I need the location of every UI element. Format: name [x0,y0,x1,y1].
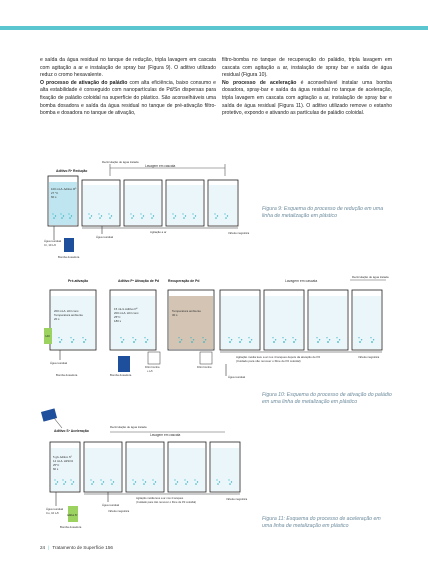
residual-label-2: Água residual [96,235,114,239]
t1-param-0: 200 mL/L HCl conc. [54,309,80,313]
t3-title: Recuperação de Pd [168,279,200,283]
t3-param-1: 30 s [172,313,178,317]
agitation-note: Agitação média leve a ar nos 4 tanques depois da ativação de Pd [236,355,321,359]
text-column-right [222,57,392,118]
text-column-left [40,57,216,118]
filter-label-2: Filtro bomba [197,366,212,369]
figure-10-diagram [40,272,392,384]
residual-label: Água residual [44,239,62,243]
param-1: 14 mL/L H2SO4 [53,459,73,463]
param-0: 5 g/L Aditivo Sº [53,455,72,459]
footer-separator: | [48,545,50,550]
valve-label-2: Válvula magnética [226,498,248,501]
recirc-label: Recirculação de água tratada [102,160,139,164]
tank-title: Aditivo Sº Aceleração [54,429,89,433]
top-accent-rule [0,26,428,30]
t2-param-1: 200 mL/L HCl conc. [114,311,140,315]
tank-label: Aditivo Sº [67,514,78,517]
dosing-pump-label: Bomba dosadora [60,525,82,529]
valve-label: Válvula magnética [358,356,380,359]
residual-label: Água residual [46,507,64,511]
recirc-label: Recirculação de água tratada [352,275,389,279]
t1-tank-label: HCl [45,335,50,338]
publication-name: Tratamento de Superfície 156 [52,545,113,550]
paragraph: com alta eficiência, baixo consumo e alta estabilidade é conseguido com nanopartículas de Pd/Sn dispersas para fixação de paládio coloidal na superfície do plástico. São aconselháveis uma bomba dosadora e saída da água residual no tanque de pré-ativação filtro-bomba e dosadora no tanque de ativação, [40,79,216,117]
t2-param-2: 25°C [114,315,121,319]
t3-param-0: Temperatura ambiente [172,309,201,313]
cascade-label: Lavagem em cascata [150,433,181,437]
bold-lead: O processo de ativação do paládio [40,79,128,86]
dosing-pump-label: Bomba dosadora [58,255,80,259]
residual-label-2: Água residual [102,503,120,507]
paragraph: filtro-bomba no tanque de recuperação do paládio, tripla lavagem em cascata com agitação a ar, instalação de spray bar e saída de água residual (Figura 10). [222,57,392,79]
tank-title: Aditivo Rº Redução [56,169,88,173]
t2-param-3: 180 s [114,319,122,323]
filter-rate: ≥ L/h [147,370,153,373]
residual-label: Água residual [228,375,246,379]
filter-label: Filtro bomba [145,366,160,369]
paragraph: é aconselhável instalar uma bomba dosadora, spray-bar e saída da água residual no tanque de aceleração, tripla lavagem em cascata com agitação a ar, instalação de spray bar e saída de água residual (Figura 11). O aditivo utilizado remove o estanho protetivo, expondo e ativando as partículas de paládio coloidal. [222,79,392,117]
caption-text: Figura 11: Esquema do processo de aceleração em uma linha de metalização em plástico [262,516,381,530]
agitation-sub: (Cuidado para não remover o filme de Pd coloidal) [136,501,197,504]
t1-title: Pré-ativação [68,279,89,283]
figure-10-caption [262,392,392,407]
t2-pump: Bomba dosadora [110,373,132,377]
cascade-label: Lavagem em cascata [145,164,176,168]
cascade-label: Lavagem em cascata [285,279,318,283]
page-number: 24 [40,545,46,550]
param-0: 100 mL/L Aditivo Rº [51,187,77,191]
figure-11-diagram [40,406,250,536]
residual-sub: Cu, 10 L/h [46,511,59,515]
t1-param-2: 20 s [54,317,60,321]
agitation-note: Agitação média leve a ar nos 4 tanques [136,497,184,500]
param-1: 27 °C [51,191,59,195]
param-3: 60 s [53,467,59,471]
figure-9-diagram [40,160,250,272]
caption-text: Figura 9: Esquema do processo de redução em uma linha de metalização em plástico [262,206,384,220]
t2-param-0: 15 mL/L Aditivo Pº [114,307,138,311]
air-label: Agitação a ar [150,230,167,234]
t1-param-1: Temperatura ambiente [54,313,83,317]
page-footer [40,545,113,550]
agitation-sub: (Cuidado para não remover o filme de Pd coloidal) [236,359,301,363]
paragraph: e saída da água residual no tanque de redução, tripla lavagem em cascata com agitação a ar e instalação de spray bar (Figura 9). O aditivo utilizado reduz o cromo hexavalente. [40,57,216,79]
residual-sub: Cr, 10 L/h [44,243,57,247]
valve-label: Válvula magnética [228,232,250,235]
caption-text: Figura 10: Esquema do processo de ativação do paládio em uma linha de metalização em plástico [262,392,392,406]
bold-lead: No processo de aceleração [222,79,297,86]
recirc-label: Recirculação de água tratada [110,425,147,429]
param-2: 25°C [53,463,60,467]
figure-9-caption [262,206,392,221]
figure-11-caption [262,516,392,531]
valve-label: Válvula magnética [108,510,130,513]
param-2: 60 s [51,195,57,199]
t1-drain: Água residual [50,361,68,365]
t1-pump: Bomba dosadora [56,373,78,377]
t2-title: Aditivo Pº Ativação de Pd [118,279,160,283]
